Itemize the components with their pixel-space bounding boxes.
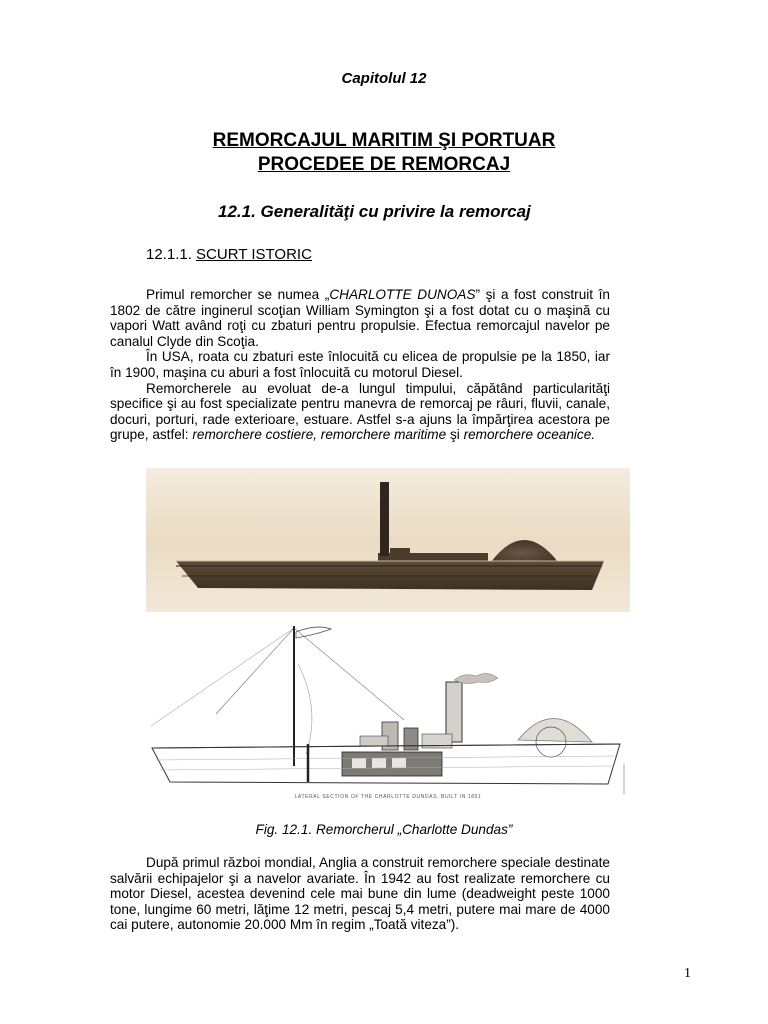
subsection-title: SCURT ISTORIC: [196, 246, 312, 263]
chapter-title-line2: PROCEDEE DE REMORCAJ: [257, 154, 511, 175]
subsection-heading: [146, 246, 312, 263]
ship-name: CHARLOTTE DUNOAS: [329, 287, 476, 302]
paragraph-3-conj: şi: [446, 427, 464, 443]
paragraph-3-start: Remorcherele au evoluat de-a lungul timpului, căpătând particularităţi specifice şi au fost specializate pentru manevra de remorcaj pe râuri, fluvii, canale, docuri, porturi, rade exterioare, estuare. Astfel s-a ajuns la împărţirea acestora pe grupe, astfel:: [110, 380, 610, 443]
subsection-number: 12.1.1.: [146, 246, 197, 263]
paragraph-4: După primul război mondial, Anglia a construit remorchere speciale destinate salvării echipajelor şi a navelor avariate. În 1942 au fost realizate remorchere cu motor Diesel, acestea devenind cele mai bune din lume (deadweight peste 1000 tone, lungime 60 metri, lăţime 12 metri, pescaj 5,4 metri, putere mai mare de 4000 cai putere, autonomie 20.000 Mm în regim „Toată viteza”).: [110, 855, 610, 933]
paragraph-1: [110, 287, 610, 349]
chapter-title-line1: REMORCAJUL MARITIM ŞI PORTUAR: [212, 130, 556, 151]
tug-type-last: remorchere oceanice.: [463, 427, 596, 443]
tug-profile-illustration: [146, 468, 630, 612]
paragraph-1-end: ” şi a fost construit în 1802 de către inginerul scoţian William Symington şi a fost dotat cu o maşină cu vapori Watt având roţi cu zbaturi pentru propulsie. Efectua remorcajul navelor pe canalul Clyde din Scoţia.: [110, 287, 610, 349]
section-heading: 12.1. Generalităţi cu privire la remorcaj: [218, 202, 531, 221]
tug-lateral-section-drawing: [146, 614, 630, 804]
drawing-label: LATERAL SECTION OF THE CHARLOTTE DUNDAS, BUILT IN 1801: [294, 794, 482, 800]
tug-types: remorchere costiere, remorchere maritime: [192, 427, 447, 443]
page-number: 1: [684, 966, 691, 981]
chapter-label: Capitolul 12: [341, 70, 427, 87]
postwar-text: [110, 855, 610, 933]
figure-caption: Fig. 12.1. Remorcherul „Charlotte Dundas”: [255, 822, 513, 837]
paragraph-2: În USA, roata cu zbaturi este înlocuită cu elicea de propulsie pe la 1850, iar în 1900, maşina cu aburi a fost înlocuită cu motorul Diesel.: [110, 349, 610, 380]
paragraph-1-start: Primul remorcher se numea „: [146, 287, 330, 302]
history-text: [110, 287, 610, 443]
paragraph-3: [110, 381, 610, 443]
